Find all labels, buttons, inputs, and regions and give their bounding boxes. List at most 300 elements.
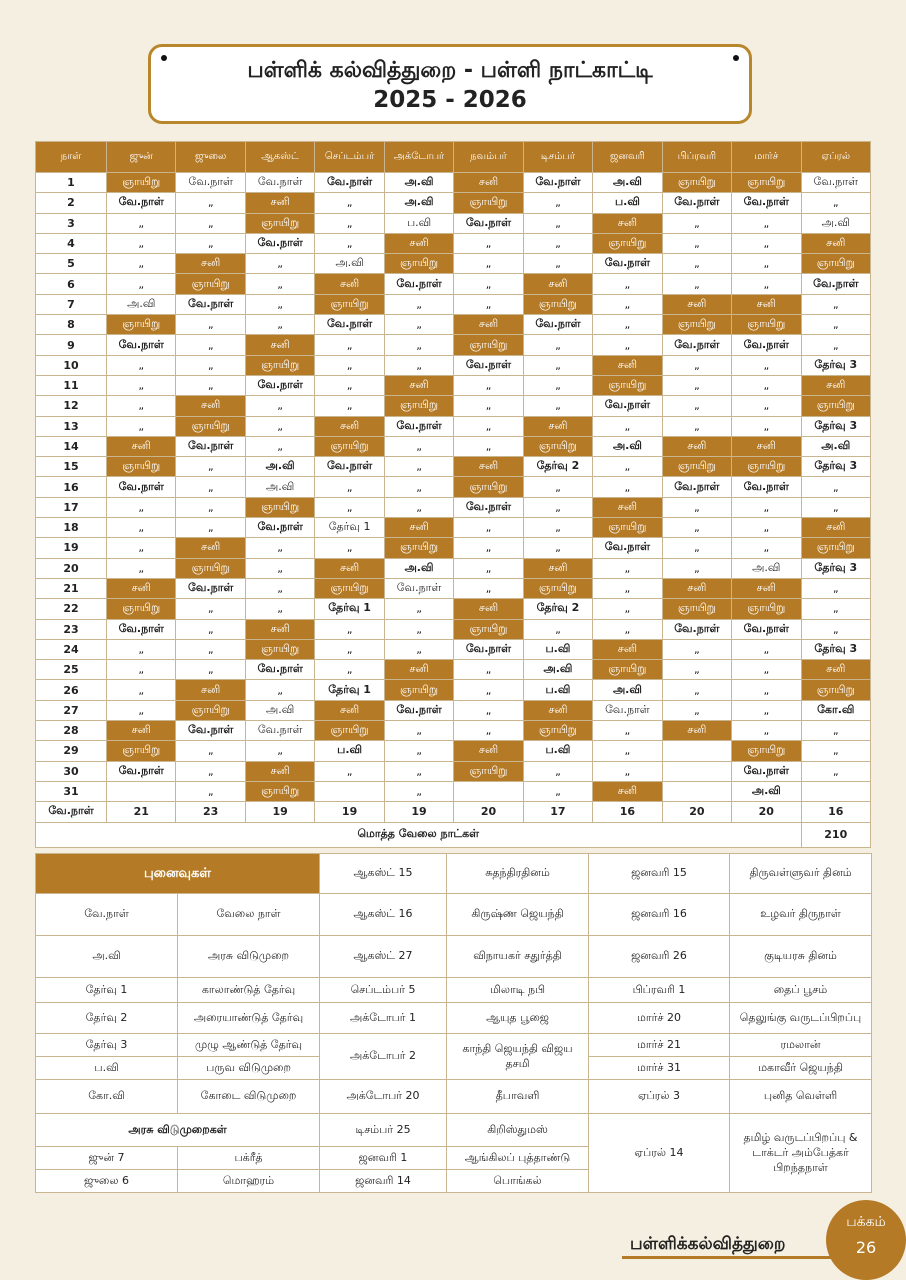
calendar-cell: வே.நாள் (176, 436, 245, 456)
calendar-cell: சனி (662, 578, 731, 598)
calendar-cell: „ (732, 355, 801, 375)
calendar-cell: „ (801, 497, 870, 517)
calendar-cell: வே.நாள் (107, 619, 176, 639)
calendar-cell: சனி (454, 599, 523, 619)
calendar-cell: சனி (454, 741, 523, 761)
calendar-cell: „ (732, 375, 801, 395)
calendar-cell: „ (107, 274, 176, 294)
calendar-cell: „ (384, 355, 453, 375)
calendar-cell: சனி (523, 274, 592, 294)
calendar-cell: வே.நாள் (176, 721, 245, 741)
holiday-name: விநாயகர் சதுர்த்தி (447, 936, 589, 978)
calendar-cell: ஞாயிறு (523, 721, 592, 741)
calendar-cell: ஞாயிறு (593, 375, 662, 395)
calendar-cell: சனி (801, 375, 870, 395)
calendar-cell: சனி (593, 213, 662, 233)
calendar-cell: „ (732, 660, 801, 680)
calendar-cell: வே.நாள் (454, 639, 523, 659)
calendar-cell: சனி (523, 558, 592, 578)
calendar-row (36, 375, 871, 395)
calendar-cell: „ (107, 213, 176, 233)
calendar-cell: „ (384, 599, 453, 619)
calendar-cell: „ (454, 680, 523, 700)
calendar-cell: ஞாயிறு (384, 680, 453, 700)
calendar-cell: „ (523, 477, 592, 497)
calendar-cell: „ (245, 599, 314, 619)
legend-abbr: தேர்வு 1 (36, 978, 178, 1003)
legend-meaning: முழு ஆண்டுத் தேர்வு (178, 1034, 320, 1057)
calendar-cell: „ (523, 781, 592, 801)
holiday-date: டிசம்பர் 25 (320, 1114, 447, 1147)
calendar-cell: சனி (107, 578, 176, 598)
day-number: 21 (36, 578, 107, 598)
calendar-cell: „ (732, 680, 801, 700)
calendar-cell: வே.நாள் (315, 173, 384, 193)
calendar-cell (662, 741, 731, 761)
legend-abbr: தேர்வு 3 (36, 1034, 178, 1057)
calendar-cell: „ (593, 457, 662, 477)
calendar-cell: வே.நாள் (384, 578, 453, 598)
day-number: 11 (36, 375, 107, 395)
calendar-row (36, 700, 871, 720)
calendar-cell: சனி (176, 538, 245, 558)
calendar-cell: ஞாயிறு (801, 396, 870, 416)
holiday-name: ரமலான் (730, 1034, 872, 1057)
holiday-name: சுதந்திரதினம் (447, 854, 589, 894)
calendar-cell: சனி (732, 294, 801, 314)
calendar-cell: „ (801, 578, 870, 598)
calendar-cell: வே.நாள் (801, 274, 870, 294)
day-number: 18 (36, 518, 107, 538)
calendar-row (36, 355, 871, 375)
calendar-cell: ஞாயிறு (593, 518, 662, 538)
calendar-cell: சனி (245, 761, 314, 781)
calendar-cell: சனி (801, 233, 870, 253)
calendar-cell: தேர்வு 3 (801, 639, 870, 659)
holiday-date: ஏப்ரல் 14 (589, 1114, 730, 1193)
calendar-cell: „ (593, 761, 662, 781)
calendar-cell: „ (176, 761, 245, 781)
calendar-cell: „ (176, 213, 245, 233)
calendar-cell: சனி (662, 721, 731, 741)
day-number: 17 (36, 497, 107, 517)
calendar-cell: „ (245, 315, 314, 335)
calendar-row (36, 173, 871, 193)
calendar-cell: „ (662, 538, 731, 558)
calendar-cell: „ (454, 416, 523, 436)
calendar-cell: ஞாயிறு (454, 761, 523, 781)
calendar-cell: ஞாயிறு (454, 619, 523, 639)
calendar-cell: ப.வி (523, 639, 592, 659)
calendar-cell: „ (107, 396, 176, 416)
day-number: 25 (36, 660, 107, 680)
calendar-cell: ஞாயிறு (732, 457, 801, 477)
holiday-name: உழவர் திருநாள் (730, 894, 872, 936)
calendar-cell: அ.வி (384, 173, 453, 193)
calendar-cell: „ (732, 396, 801, 416)
legend-row (36, 978, 872, 1003)
day-number: 7 (36, 294, 107, 314)
calendar-cell: வே.நாள் (454, 213, 523, 233)
day-number: 16 (36, 477, 107, 497)
calendar-cell: „ (732, 700, 801, 720)
calendar-cell: „ (593, 477, 662, 497)
calendar-cell: தேர்வு 3 (801, 355, 870, 375)
calendar-cell: „ (593, 315, 662, 335)
calendar-cell: வே.நாள் (107, 193, 176, 213)
calendar-cell: வே.நாள் (384, 416, 453, 436)
calendar-cell: „ (176, 375, 245, 395)
holiday-name: ஆயுத பூஜை (447, 1003, 589, 1034)
footer-underline (622, 1256, 832, 1259)
calendar-cell: ஞாயிறு (454, 193, 523, 213)
calendar-cell: „ (176, 497, 245, 517)
calendar-cell: அ.வி (245, 700, 314, 720)
calendar-cell: சனி (593, 639, 662, 659)
calendar-cell: சனி (176, 396, 245, 416)
calendar-cell: „ (454, 274, 523, 294)
calendar-cell: சனி (176, 254, 245, 274)
calendar-cell: „ (732, 518, 801, 538)
calendar-cell: „ (245, 741, 314, 761)
calendar-cell: „ (384, 619, 453, 639)
calendar-cell: அ.வி (732, 781, 801, 801)
day-number: 2 (36, 193, 107, 213)
calendar-cell: „ (662, 213, 731, 233)
calendar-cell: „ (662, 518, 731, 538)
calendar-cell: ஞாயிறு (107, 599, 176, 619)
calendar-cell: „ (245, 538, 314, 558)
calendar-cell (107, 781, 176, 801)
calendar-cell: „ (593, 599, 662, 619)
legend-row (36, 1114, 872, 1147)
day-number: 9 (36, 335, 107, 355)
holiday-date: ஏப்ரல் 3 (589, 1080, 730, 1114)
calendar-cell: „ (245, 294, 314, 314)
calendar-cell: „ (801, 761, 870, 781)
holiday-date: ஜனவரி 16 (589, 894, 730, 936)
calendar-cell (662, 781, 731, 801)
holiday-name: மகாவீர் ஜெயந்தி (730, 1057, 872, 1080)
calendar-cell (662, 761, 731, 781)
calendar-cell: அ.வி (315, 254, 384, 274)
calendar-cell: „ (801, 477, 870, 497)
holiday-name: கிருஷ்ண ஜெயந்தி (447, 894, 589, 936)
calendar-cell: „ (176, 619, 245, 639)
calendar-cell: „ (107, 355, 176, 375)
calendar-cell: ஞாயிறு (732, 599, 801, 619)
calendar-cell: வே.நாள் (315, 457, 384, 477)
calendar-cell: „ (801, 599, 870, 619)
calendar-cell: அ.வி (801, 436, 870, 456)
calendar-cell: „ (315, 497, 384, 517)
calendar-cell: „ (107, 416, 176, 436)
calendar-cell: „ (176, 315, 245, 335)
calendar-cell: „ (662, 680, 731, 700)
calendar-cell: அ.வி (801, 213, 870, 233)
day-number: 13 (36, 416, 107, 436)
calendar-row (36, 457, 871, 477)
gov-holiday-date: ஜுன் 7 (36, 1147, 178, 1170)
total-value: 23 (176, 802, 245, 822)
holiday-name: ஆங்கிலப் புத்தாண்டு (447, 1147, 589, 1170)
calendar-cell: „ (315, 761, 384, 781)
calendar-cell: „ (523, 213, 592, 233)
calendar-cell: சனி (176, 680, 245, 700)
legend-abbr: கோ.வி (36, 1080, 178, 1114)
day-number: 6 (36, 274, 107, 294)
calendar-row (36, 233, 871, 253)
calendar-row (36, 578, 871, 598)
grand-total-value: 210 (801, 822, 870, 847)
legend-row (36, 936, 872, 978)
holiday-date: அக்டோபர் 1 (320, 1003, 447, 1034)
calendar-cell: சனி (801, 660, 870, 680)
legend-table (35, 853, 872, 1193)
calendar-cell: „ (593, 416, 662, 436)
header-month: மார்ச் (732, 142, 801, 173)
calendar-row (36, 619, 871, 639)
calendar-cell: ஞாயிறு (245, 213, 314, 233)
calendar-cell: அ.வி (593, 680, 662, 700)
calendar-row (36, 761, 871, 781)
calendar-cell: சனி (662, 294, 731, 314)
calendar-cell: „ (315, 619, 384, 639)
calendar-cell: தேர்வு 2 (523, 457, 592, 477)
calendar-cell: வே.நாள் (732, 477, 801, 497)
calendar-cell: ஞாயிறு (662, 457, 731, 477)
total-value: 16 (801, 802, 870, 822)
calendar-cell: வே.நாள் (245, 518, 314, 538)
calendar-cell: „ (176, 599, 245, 619)
calendar-cell: ஞாயிறு (801, 254, 870, 274)
calendar-cell: „ (107, 680, 176, 700)
holiday-date: அக்டோபர் 2 (320, 1034, 447, 1080)
calendar-cell: சனி (593, 497, 662, 517)
calendar-cell: வே.நாள் (245, 173, 314, 193)
calendar-cell: „ (384, 639, 453, 659)
calendar-cell: சனி (523, 416, 592, 436)
calendar-cell: ஞாயிறு (593, 660, 662, 680)
calendar-table (35, 141, 871, 848)
holiday-date: ஆகஸ்ட் 27 (320, 936, 447, 978)
calendar-cell: „ (315, 193, 384, 213)
calendar-cell: ஞாயிறு (732, 741, 801, 761)
calendar-cell: „ (454, 578, 523, 598)
calendar-cell: சனி (107, 436, 176, 456)
calendar-cell: அ.வி (245, 457, 314, 477)
day-number: 26 (36, 680, 107, 700)
calendar-cell: „ (732, 254, 801, 274)
calendar-cell: வே.நாள் (593, 538, 662, 558)
holiday-date: ஜனவரி 1 (320, 1147, 447, 1170)
calendar-cell: வே.நாள் (107, 761, 176, 781)
calendar-cell: சனி (315, 558, 384, 578)
calendar-cell: சனி (384, 375, 453, 395)
calendar-cell: „ (523, 518, 592, 538)
holiday-name: தெலுங்கு வருடப்பிறப்பு (730, 1003, 872, 1034)
calendar-cell: „ (454, 233, 523, 253)
day-number: 22 (36, 599, 107, 619)
calendar-cell: சனி (732, 578, 801, 598)
totals-row (36, 802, 871, 822)
calendar-cell: „ (454, 375, 523, 395)
calendar-cell: „ (801, 741, 870, 761)
calendar-cell: வே.நாள் (523, 173, 592, 193)
calendar-row (36, 213, 871, 233)
calendar-cell: அ.வி (107, 294, 176, 314)
calendar-cell: ஞாயிறு (107, 173, 176, 193)
calendar-cell: „ (454, 660, 523, 680)
calendar-cell: „ (662, 274, 731, 294)
legend-meaning: கோடை விடுமுறை (178, 1080, 320, 1114)
gov-holidays-label: அரசு விடுமுறைகள் (36, 1114, 320, 1147)
holiday-name: குடியரசு தினம் (730, 936, 872, 978)
calendar-cell: „ (245, 274, 314, 294)
calendar-cell: „ (176, 660, 245, 680)
calendar-cell: „ (593, 721, 662, 741)
calendar-row (36, 254, 871, 274)
calendar-cell: „ (245, 254, 314, 274)
header-month: பிப்ரவரி (662, 142, 731, 173)
calendar-cell: „ (732, 538, 801, 558)
calendar-cell: சனி (454, 315, 523, 335)
calendar-cell: „ (523, 761, 592, 781)
calendar-cell: „ (593, 558, 662, 578)
calendar-cell: „ (662, 497, 731, 517)
day-number: 27 (36, 700, 107, 720)
calendar-cell: வே.நாள் (732, 335, 801, 355)
calendar-cell: சனி (523, 700, 592, 720)
calendar-cell: „ (593, 274, 662, 294)
calendar-cell: „ (523, 233, 592, 253)
day-number: 23 (36, 619, 107, 639)
calendar-cell: „ (315, 477, 384, 497)
holiday-date: பிப்ரவரி 1 (589, 978, 730, 1003)
holiday-name: கிறிஸ்துமஸ் (447, 1114, 589, 1147)
calendar-cell: „ (662, 254, 731, 274)
calendar-cell: „ (523, 335, 592, 355)
calendar-row (36, 599, 871, 619)
calendar-cell: சனி (315, 416, 384, 436)
calendar-cell: வே.நாள் (107, 335, 176, 355)
legend-meaning: அரசு விடுமுறை (178, 936, 320, 978)
header-month: ஆகஸ்ட் (245, 142, 314, 173)
calendar-cell: தேர்வு 1 (315, 680, 384, 700)
calendar-cell: வே.நாள் (662, 619, 731, 639)
legend-row (36, 1080, 872, 1114)
calendar-cell: „ (454, 294, 523, 314)
grand-total-row (36, 822, 871, 847)
calendar-cell: வே.நாள் (245, 375, 314, 395)
calendar-cell: ஞாயிறு (107, 457, 176, 477)
calendar-cell: „ (662, 396, 731, 416)
day-number: 19 (36, 538, 107, 558)
legend-abbr: ப.வி (36, 1057, 178, 1080)
calendar-cell: ஞாயிறு (384, 396, 453, 416)
page-title: பள்ளிக் கல்வித்துறை - பள்ளி நாட்காட்டி (247, 58, 653, 83)
total-value: 19 (384, 802, 453, 822)
page-year: 2025 - 2026 (373, 87, 527, 113)
calendar-cell: தேர்வு 3 (801, 457, 870, 477)
calendar-cell: „ (315, 375, 384, 395)
calendar-row (36, 294, 871, 314)
calendar-cell: சனி (384, 233, 453, 253)
calendar-cell: சனி (384, 660, 453, 680)
calendar-cell: „ (732, 639, 801, 659)
page-badge (826, 1200, 906, 1280)
calendar-cell: ஞாயிறு (454, 477, 523, 497)
calendar-cell: சனி (593, 355, 662, 375)
day-number: 1 (36, 173, 107, 193)
calendar-cell: „ (245, 416, 314, 436)
calendar-cell: ஞாயிறு (245, 355, 314, 375)
calendar-cell: ஞாயிறு (662, 173, 731, 193)
calendar-cell: சனி (315, 274, 384, 294)
calendar-cell: ஞாயிறு (801, 538, 870, 558)
calendar-cell: „ (523, 375, 592, 395)
calendar-cell: ஞாயிறு (732, 315, 801, 335)
holiday-date: மார்ச் 20 (589, 1003, 730, 1034)
calendar-cell: „ (107, 558, 176, 578)
calendar-cell: அ.வி (245, 477, 314, 497)
calendar-cell: „ (732, 721, 801, 741)
calendar-cell: „ (315, 660, 384, 680)
calendar-cell: „ (245, 680, 314, 700)
calendar-cell (801, 781, 870, 801)
calendar-row (36, 781, 871, 801)
calendar-cell: „ (107, 538, 176, 558)
calendar-cell: சனி (245, 619, 314, 639)
legend-row (36, 1003, 872, 1034)
calendar-cell: வே.நாள் (454, 355, 523, 375)
calendar-cell: ப.வி (593, 193, 662, 213)
calendar-row (36, 274, 871, 294)
calendar-cell: „ (384, 781, 453, 801)
day-number: 20 (36, 558, 107, 578)
day-number: 30 (36, 761, 107, 781)
gov-holiday-date: ஜுலை 6 (36, 1170, 178, 1193)
calendar-cell: ஞாயிறு (176, 416, 245, 436)
calendar-cell: ஞாயிறு (523, 294, 592, 314)
day-number: 29 (36, 741, 107, 761)
holiday-date: மார்ச் 21 (589, 1034, 730, 1057)
calendar-cell: சனி (662, 436, 731, 456)
calendar-cell: „ (662, 700, 731, 720)
calendar-cell: தேர்வு 2 (523, 599, 592, 619)
calendar-cell: „ (732, 416, 801, 436)
total-value: 19 (315, 802, 384, 822)
calendar-cell: „ (801, 335, 870, 355)
holiday-date: செப்டம்பர் 5 (320, 978, 447, 1003)
calendar-cell: ஞாயிறு (593, 233, 662, 253)
calendar-cell: ஞாயிறு (315, 578, 384, 598)
total-value: 20 (662, 802, 731, 822)
legend-row (36, 894, 872, 936)
calendar-cell: „ (454, 518, 523, 538)
calendar-cell: „ (176, 639, 245, 659)
calendar-row (36, 335, 871, 355)
calendar-cell: ஞாயிறு (523, 578, 592, 598)
calendar-cell: வே.நாள் (384, 700, 453, 720)
calendar-cell: „ (801, 193, 870, 213)
calendar-cell: „ (107, 497, 176, 517)
calendar-cell: „ (732, 213, 801, 233)
calendar-cell: சனி (107, 721, 176, 741)
calendar-cell: ப.வி (523, 741, 592, 761)
calendar-cell: சனி (801, 518, 870, 538)
calendar-cell: „ (454, 538, 523, 558)
